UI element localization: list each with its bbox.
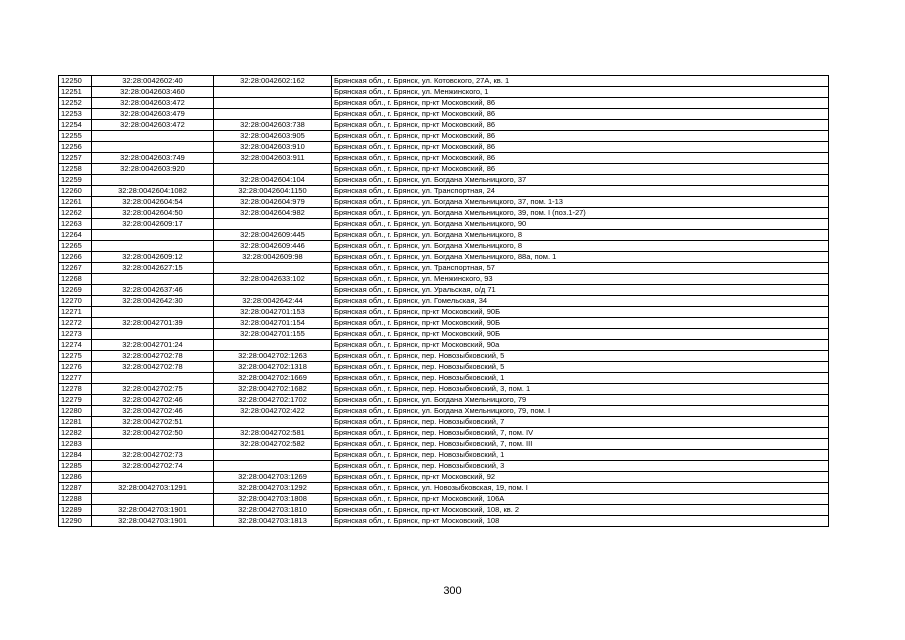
row-number-cell: 12251 — [59, 87, 92, 98]
cadastral-number-cell: 32:28:0042703:1901 — [92, 505, 214, 516]
table-row — [59, 109, 829, 120]
linked-cadastral-number-cell: 32:28:0042604:104 — [214, 175, 332, 186]
address-cell: Брянская обл., г. Брянск, ул. Богдана Хмельницкого, 8 — [332, 230, 829, 241]
linked-cadastral-number-cell: 32:28:0042609:98 — [214, 252, 332, 263]
cadastral-number-cell — [92, 494, 214, 505]
table-row — [59, 197, 829, 208]
table-row — [59, 417, 829, 428]
linked-cadastral-number-cell — [214, 164, 332, 175]
cadastral-number-cell: 32:28:0042702:78 — [92, 362, 214, 373]
linked-cadastral-number-cell: 32:28:0042702:422 — [214, 406, 332, 417]
table-row — [59, 461, 829, 472]
linked-cadastral-number-cell: 32:28:0042702:1682 — [214, 384, 332, 395]
row-number-cell: 12275 — [59, 351, 92, 362]
row-number-cell: 12286 — [59, 472, 92, 483]
linked-cadastral-number-cell: 32:28:0042703:1808 — [214, 494, 332, 505]
address-cell: Брянская обл., г. Брянск, пр-кт Московский, 108 — [332, 516, 829, 527]
linked-cadastral-number-cell — [214, 461, 332, 472]
address-cell: Брянская обл., г. Брянск, пер. Новозыбковский, 7, пом. IV — [332, 428, 829, 439]
row-number-cell: 12260 — [59, 186, 92, 197]
row-number-cell: 12284 — [59, 450, 92, 461]
row-number-cell: 12263 — [59, 219, 92, 230]
row-number-cell: 12257 — [59, 153, 92, 164]
cadastral-number-cell — [92, 142, 214, 153]
linked-cadastral-number-cell: 32:28:0042642:44 — [214, 296, 332, 307]
linked-cadastral-number-cell: 32:28:0042703:1810 — [214, 505, 332, 516]
cadastral-number-cell: 32:28:0042609:17 — [92, 219, 214, 230]
address-cell: Брянская обл., г. Брянск, пр-кт Московский, 86 — [332, 164, 829, 175]
address-cell: Брянская обл., г. Брянск, пр-кт Московский, 108, кв. 2 — [332, 505, 829, 516]
cadastral-number-cell: 32:28:0042642:30 — [92, 296, 214, 307]
address-cell: Брянская обл., г. Брянск, пр-кт Московский, 86 — [332, 153, 829, 164]
address-cell: Брянская обл., г. Брянск, пер. Новозыбковский, 5 — [332, 351, 829, 362]
address-cell: Брянская обл., г. Брянск, ул. Богдана Хмельницкого, 88а, пом. 1 — [332, 252, 829, 263]
cadastral-number-cell: 32:28:0042604:54 — [92, 197, 214, 208]
linked-cadastral-number-cell — [214, 417, 332, 428]
address-cell: Брянская обл., г. Брянск, пр-кт Московский, 90Б — [332, 329, 829, 340]
cadastral-number-cell: 32:28:0042702:51 — [92, 417, 214, 428]
cadastral-number-cell — [92, 175, 214, 186]
cadastral-number-cell — [92, 439, 214, 450]
address-cell: Брянская обл., г. Брянск, ул. Богдана Хмельницкого, 37, пом. 1-13 — [332, 197, 829, 208]
row-number-cell: 12261 — [59, 197, 92, 208]
cadastral-number-cell: 32:28:0042701:24 — [92, 340, 214, 351]
address-cell: Брянская обл., г. Брянск, ул. Богдана Хмельницкого, 8 — [332, 241, 829, 252]
address-cell: Брянская обл., г. Брянск, пр-кт Московский, 92 — [332, 472, 829, 483]
page-number: 300 — [443, 585, 462, 597]
linked-cadastral-number-cell: 32:28:0042702:1702 — [214, 395, 332, 406]
linked-cadastral-number-cell: 32:28:0042603:910 — [214, 142, 332, 153]
row-number-cell: 12288 — [59, 494, 92, 505]
address-cell: Брянская обл., г. Брянск, пр-кт Московский, 86 — [332, 142, 829, 153]
cadastral-number-cell: 32:28:0042609:12 — [92, 252, 214, 263]
property-register-table — [58, 75, 829, 527]
cadastral-number-cell: 32:28:0042603:749 — [92, 153, 214, 164]
table-row — [59, 329, 829, 340]
address-cell: Брянская обл., г. Брянск, пер. Новозыбковский, 3 — [332, 461, 829, 472]
table-row — [59, 406, 829, 417]
row-number-cell: 12271 — [59, 307, 92, 318]
linked-cadastral-number-cell — [214, 109, 332, 120]
linked-cadastral-number-cell — [214, 285, 332, 296]
cadastral-number-cell: 32:28:0042603:479 — [92, 109, 214, 120]
cadastral-number-cell: 32:28:0042627:15 — [92, 263, 214, 274]
table-row — [59, 153, 829, 164]
address-cell: Брянская обл., г. Брянск, пер. Новозыбковский, 5 — [332, 362, 829, 373]
address-cell: Брянская обл., г. Брянск, ул. Богдана Хмельницкого, 79, пом. I — [332, 406, 829, 417]
row-number-cell: 12276 — [59, 362, 92, 373]
table-row — [59, 219, 829, 230]
linked-cadastral-number-cell: 32:28:0042602:162 — [214, 76, 332, 87]
cadastral-number-cell — [92, 472, 214, 483]
address-cell: Брянская обл., г. Брянск, пр-кт Московский, 90а — [332, 340, 829, 351]
cadastral-number-cell: 32:28:0042604:1082 — [92, 186, 214, 197]
row-number-cell: 12290 — [59, 516, 92, 527]
row-number-cell: 12268 — [59, 274, 92, 285]
table-row — [59, 131, 829, 142]
row-number-cell: 12262 — [59, 208, 92, 219]
address-cell: Брянская обл., г. Брянск, пр-кт Московский, 90Б — [332, 318, 829, 329]
table-row — [59, 76, 829, 87]
cadastral-number-cell: 32:28:0042702:46 — [92, 395, 214, 406]
row-number-cell: 12274 — [59, 340, 92, 351]
linked-cadastral-number-cell: 32:28:0042603:905 — [214, 131, 332, 142]
linked-cadastral-number-cell — [214, 98, 332, 109]
linked-cadastral-number-cell: 32:28:0042701:153 — [214, 307, 332, 318]
table-row — [59, 230, 829, 241]
address-cell: Брянская обл., г. Брянск, пер. Новозыбковский, 1 — [332, 450, 829, 461]
linked-cadastral-number-cell: 32:28:0042702:581 — [214, 428, 332, 439]
cadastral-number-cell — [92, 307, 214, 318]
row-number-cell: 12250 — [59, 76, 92, 87]
address-cell: Брянская обл., г. Брянск, пер. Новозыбковский, 7, пом. III — [332, 439, 829, 450]
cadastral-number-cell: 32:28:0042702:46 — [92, 406, 214, 417]
table-row — [59, 384, 829, 395]
linked-cadastral-number-cell: 32:28:0042702:1669 — [214, 373, 332, 384]
table-row — [59, 439, 829, 450]
cadastral-number-cell — [92, 241, 214, 252]
address-cell: Брянская обл., г. Брянск, ул. Транспортная, 24 — [332, 186, 829, 197]
address-cell: Брянская обл., г. Брянск, ул. Богдана Хмельницкого, 79 — [332, 395, 829, 406]
linked-cadastral-number-cell: 32:28:0042604:1150 — [214, 186, 332, 197]
table-row — [59, 472, 829, 483]
address-cell: Брянская обл., г. Брянск, ул. Богдана Хмельницкого, 37 — [332, 175, 829, 186]
table-row — [59, 373, 829, 384]
cadastral-number-cell: 32:28:0042604:50 — [92, 208, 214, 219]
cadastral-number-cell — [92, 274, 214, 285]
row-number-cell: 12256 — [59, 142, 92, 153]
table-row — [59, 98, 829, 109]
linked-cadastral-number-cell: 32:28:0042633:102 — [214, 274, 332, 285]
linked-cadastral-number-cell — [214, 263, 332, 274]
address-cell: Брянская обл., г. Брянск, пер. Новозыбковский, 1 — [332, 373, 829, 384]
address-cell: Брянская обл., г. Брянск, ул. Менжинского, 1 — [332, 87, 829, 98]
table-row — [59, 351, 829, 362]
table-row — [59, 285, 829, 296]
linked-cadastral-number-cell — [214, 340, 332, 351]
table-row — [59, 87, 829, 98]
row-number-cell: 12267 — [59, 263, 92, 274]
linked-cadastral-number-cell: 32:28:0042603:911 — [214, 153, 332, 164]
cadastral-number-cell — [92, 230, 214, 241]
row-number-cell: 12264 — [59, 230, 92, 241]
row-number-cell: 12285 — [59, 461, 92, 472]
address-cell: Брянская обл., г. Брянск, пер. Новозыбковский, 3, пом. 1 — [332, 384, 829, 395]
linked-cadastral-number-cell: 32:28:0042702:582 — [214, 439, 332, 450]
linked-cadastral-number-cell: 32:28:0042702:1263 — [214, 351, 332, 362]
row-number-cell: 12281 — [59, 417, 92, 428]
row-number-cell: 12253 — [59, 109, 92, 120]
cadastral-number-cell: 32:28:0042603:472 — [92, 120, 214, 131]
row-number-cell: 12254 — [59, 120, 92, 131]
linked-cadastral-number-cell: 32:28:0042702:1318 — [214, 362, 332, 373]
cadastral-number-cell: 32:28:0042702:75 — [92, 384, 214, 395]
table-row — [59, 318, 829, 329]
address-cell: Брянская обл., г. Брянск, ул. Менжинского, 93 — [332, 274, 829, 285]
row-number-cell: 12280 — [59, 406, 92, 417]
linked-cadastral-number-cell — [214, 450, 332, 461]
table-row — [59, 164, 829, 175]
row-number-cell: 12277 — [59, 373, 92, 384]
cadastral-number-cell: 32:28:0042702:73 — [92, 450, 214, 461]
cadastral-number-cell: 32:28:0042702:78 — [92, 351, 214, 362]
row-number-cell: 12278 — [59, 384, 92, 395]
table-row — [59, 120, 829, 131]
address-cell: Брянская обл., г. Брянск, пр-кт Московский, 86 — [332, 120, 829, 131]
cadastral-number-cell: 32:28:0042603:460 — [92, 87, 214, 98]
table-row — [59, 450, 829, 461]
cadastral-number-cell — [92, 329, 214, 340]
table-row — [59, 483, 829, 494]
table-row — [59, 395, 829, 406]
address-cell: Брянская обл., г. Брянск, ул. Уральская, о/д 71 — [332, 285, 829, 296]
table-row — [59, 340, 829, 351]
cadastral-number-cell: 32:28:0042703:1901 — [92, 516, 214, 527]
linked-cadastral-number-cell: 32:28:0042703:1813 — [214, 516, 332, 527]
table-row — [59, 186, 829, 197]
row-number-cell: 12259 — [59, 175, 92, 186]
address-cell: Брянская обл., г. Брянск, пр-кт Московский, 86 — [332, 131, 829, 142]
table-row — [59, 175, 829, 186]
address-cell: Брянская обл., г. Брянск, ул. Котовского, 27А, кв. 1 — [332, 76, 829, 87]
address-cell: Брянская обл., г. Брянск, ул. Богдана Хмельницкого, 39, пом. I (поз.1-27) — [332, 208, 829, 219]
linked-cadastral-number-cell: 32:28:0042609:446 — [214, 241, 332, 252]
row-number-cell: 12287 — [59, 483, 92, 494]
row-number-cell: 12282 — [59, 428, 92, 439]
cadastral-number-cell: 32:28:0042702:74 — [92, 461, 214, 472]
table-row — [59, 428, 829, 439]
address-cell: Брянская обл., г. Брянск, ул. Транспортная, 57 — [332, 263, 829, 274]
linked-cadastral-number-cell — [214, 219, 332, 230]
linked-cadastral-number-cell: 32:28:0042703:1292 — [214, 483, 332, 494]
row-number-cell: 12252 — [59, 98, 92, 109]
table-row — [59, 505, 829, 516]
linked-cadastral-number-cell: 32:28:0042603:738 — [214, 120, 332, 131]
table-row — [59, 307, 829, 318]
row-number-cell: 12273 — [59, 329, 92, 340]
address-cell: Брянская обл., г. Брянск, пр-кт Московский, 90Б — [332, 307, 829, 318]
linked-cadastral-number-cell: 32:28:0042604:982 — [214, 208, 332, 219]
linked-cadastral-number-cell: 32:28:0042703:1269 — [214, 472, 332, 483]
address-cell: Брянская обл., г. Брянск, пр-кт Московский, 86 — [332, 98, 829, 109]
row-number-cell: 12283 — [59, 439, 92, 450]
address-cell: Брянская обл., г. Брянск, пр-кт Московский, 86 — [332, 109, 829, 120]
row-number-cell: 12258 — [59, 164, 92, 175]
cadastral-number-cell — [92, 373, 214, 384]
table-row — [59, 516, 829, 527]
linked-cadastral-number-cell: 32:28:0042701:155 — [214, 329, 332, 340]
cadastral-number-cell: 32:28:0042703:1291 — [92, 483, 214, 494]
row-number-cell: 12255 — [59, 131, 92, 142]
address-cell: Брянская обл., г. Брянск, ул. Гомельская, 34 — [332, 296, 829, 307]
row-number-cell: 12270 — [59, 296, 92, 307]
table-row — [59, 494, 829, 505]
table-row — [59, 296, 829, 307]
address-cell: Брянская обл., г. Брянск, пер. Новозыбковский, 7 — [332, 417, 829, 428]
address-cell: Брянская обл., г. Брянск, ул. Новозыбковская, 19, пом. I — [332, 483, 829, 494]
linked-cadastral-number-cell — [214, 87, 332, 98]
cadastral-number-cell: 32:28:0042602:40 — [92, 76, 214, 87]
cadastral-number-cell: 32:28:0042702:50 — [92, 428, 214, 439]
table-row — [59, 142, 829, 153]
table-row — [59, 208, 829, 219]
register-table-body — [59, 76, 829, 527]
address-cell: Брянская обл., г. Брянск, пр-кт Московский, 106А — [332, 494, 829, 505]
row-number-cell: 12272 — [59, 318, 92, 329]
linked-cadastral-number-cell: 32:28:0042609:445 — [214, 230, 332, 241]
cadastral-number-cell: 32:28:0042701:39 — [92, 318, 214, 329]
linked-cadastral-number-cell: 32:28:0042701:154 — [214, 318, 332, 329]
cadastral-number-cell: 32:28:0042603:472 — [92, 98, 214, 109]
row-number-cell: 12289 — [59, 505, 92, 516]
table-row — [59, 362, 829, 373]
address-cell: Брянская обл., г. Брянск, ул. Богдана Хмельницкого, 90 — [332, 219, 829, 230]
cadastral-number-cell: 32:28:0042603:920 — [92, 164, 214, 175]
cadastral-number-cell — [92, 131, 214, 142]
linked-cadastral-number-cell: 32:28:0042604:979 — [214, 197, 332, 208]
row-number-cell: 12279 — [59, 395, 92, 406]
row-number-cell: 12265 — [59, 241, 92, 252]
table-row — [59, 274, 829, 285]
cadastral-number-cell: 32:28:0042637:46 — [92, 285, 214, 296]
row-number-cell: 12266 — [59, 252, 92, 263]
row-number-cell: 12269 — [59, 285, 92, 296]
table-row — [59, 263, 829, 274]
table-row — [59, 241, 829, 252]
table-row — [59, 252, 829, 263]
